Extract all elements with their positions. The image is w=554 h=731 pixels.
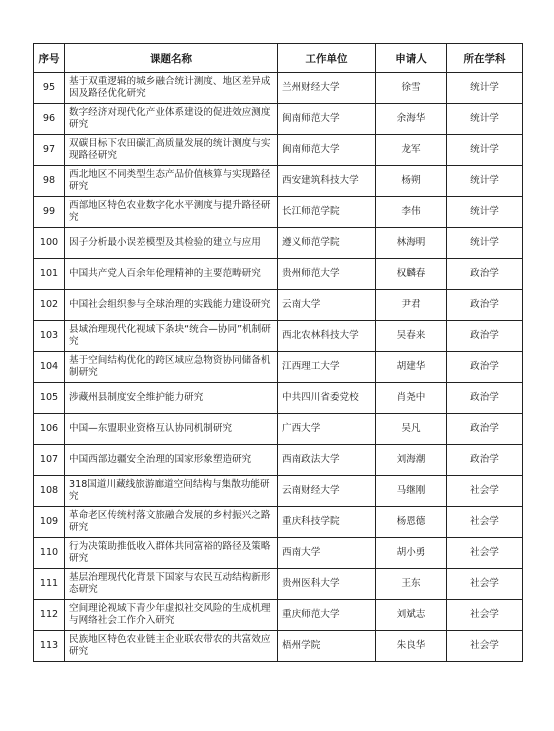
table-row [34, 290, 523, 321]
applicant-name: 林海明 [376, 228, 447, 259]
topic-name: 西北地区不同类型生态产品价值核算与实现路径研究 [65, 166, 278, 197]
table-row [34, 104, 523, 135]
work-unit: 贵州医科大学 [278, 569, 376, 600]
topic-name: 基于空间结构优化的跨区域应急物资协同储备机制研究 [65, 352, 278, 383]
work-unit: 西北农林科技大学 [278, 321, 376, 352]
subject-name: 政治学 [447, 290, 523, 321]
work-unit: 云南财经大学 [278, 476, 376, 507]
topic-name: 基于双重逻辑的城乡融合统计测度、地区差异成因及路径优化研究 [65, 73, 278, 104]
table-row [34, 631, 523, 662]
work-unit: 西南大学 [278, 538, 376, 569]
row-number: 101 [34, 259, 65, 290]
topic-name: 西部地区特色农业数字化水平测度与提升路径研究 [65, 197, 278, 228]
subject-name: 社会学 [447, 507, 523, 538]
table-row [34, 166, 523, 197]
table-row [34, 135, 523, 166]
header-number: 序号 [34, 44, 65, 73]
table-row [34, 197, 523, 228]
work-unit: 江西理工大学 [278, 352, 376, 383]
subject-name: 统计学 [447, 73, 523, 104]
subject-name: 统计学 [447, 135, 523, 166]
applicant-name: 龙军 [376, 135, 447, 166]
table-row [34, 476, 523, 507]
subject-name: 政治学 [447, 259, 523, 290]
subject-name: 政治学 [447, 414, 523, 445]
subject-name: 社会学 [447, 631, 523, 662]
work-unit: 梧州学院 [278, 631, 376, 662]
row-number: 96 [34, 104, 65, 135]
work-unit: 重庆科技学院 [278, 507, 376, 538]
table-row [34, 600, 523, 631]
table-row [34, 445, 523, 476]
topic-name: 数字经济对现代化产业体系建设的促进效应测度研究 [65, 104, 278, 135]
subject-name: 社会学 [447, 538, 523, 569]
table-row [34, 259, 523, 290]
topic-name: 行为决策助推低收入群体共同富裕的路径及策略研究 [65, 538, 278, 569]
work-unit: 长江师范学院 [278, 197, 376, 228]
table-row [34, 321, 523, 352]
row-number: 97 [34, 135, 65, 166]
topic-name: 基层治理现代化背景下国家与农民互动结构新形态研究 [65, 569, 278, 600]
applicant-name: 余海华 [376, 104, 447, 135]
applicant-name: 尹君 [376, 290, 447, 321]
subject-name: 社会学 [447, 600, 523, 631]
applicant-name: 胡小勇 [376, 538, 447, 569]
row-number: 112 [34, 600, 65, 631]
row-number: 98 [34, 166, 65, 197]
subject-name: 社会学 [447, 476, 523, 507]
applicant-name: 肖尧中 [376, 383, 447, 414]
applicant-name: 权麟春 [376, 259, 447, 290]
applicant-name: 吴凡 [376, 414, 447, 445]
row-number: 105 [34, 383, 65, 414]
work-unit: 重庆师范大学 [278, 600, 376, 631]
applicant-name: 杨恩德 [376, 507, 447, 538]
table-row [34, 538, 523, 569]
header-topic: 课题名称 [65, 44, 278, 73]
table-row [34, 228, 523, 259]
topic-name: 318国道川藏线旅游廊道空间结构与集散功能研究 [65, 476, 278, 507]
subject-name: 政治学 [447, 321, 523, 352]
work-unit: 闽南师范大学 [278, 104, 376, 135]
row-number: 104 [34, 352, 65, 383]
work-unit: 贵州师范大学 [278, 259, 376, 290]
header-applicant: 申请人 [376, 44, 447, 73]
topic-name: 空间理论视域下青少年虚拟社交风险的生成机理与网络社会工作介入研究 [65, 600, 278, 631]
subject-name: 统计学 [447, 228, 523, 259]
row-number: 102 [34, 290, 65, 321]
applicant-name: 杨朔 [376, 166, 447, 197]
topic-name: 涉藏州县制度安全维护能力研究 [65, 383, 278, 414]
work-unit: 云南大学 [278, 290, 376, 321]
work-unit: 闽南师范大学 [278, 135, 376, 166]
row-number: 107 [34, 445, 65, 476]
topic-name: 县域治理现代化视域下条块“统合—协同”机制研究 [65, 321, 278, 352]
project-table [33, 43, 523, 662]
header-row [34, 44, 523, 73]
row-number: 95 [34, 73, 65, 104]
applicant-name: 王东 [376, 569, 447, 600]
topic-name: 革命老区传统村落文旅融合发展的乡村振兴之路研究 [65, 507, 278, 538]
topic-name: 中国西部边疆安全治理的国家形象塑造研究 [65, 445, 278, 476]
row-number: 108 [34, 476, 65, 507]
work-unit: 遵义师范学院 [278, 228, 376, 259]
work-unit: 西安建筑科技大学 [278, 166, 376, 197]
table-row [34, 507, 523, 538]
work-unit: 兰州财经大学 [278, 73, 376, 104]
applicant-name: 朱良华 [376, 631, 447, 662]
subject-name: 政治学 [447, 352, 523, 383]
row-number: 106 [34, 414, 65, 445]
work-unit: 广西大学 [278, 414, 376, 445]
work-unit: 西南政法大学 [278, 445, 376, 476]
header-unit: 工作单位 [278, 44, 376, 73]
applicant-name: 刘斌志 [376, 600, 447, 631]
table-row [34, 352, 523, 383]
header-subject: 所在学科 [447, 44, 523, 73]
subject-name: 社会学 [447, 569, 523, 600]
row-number: 100 [34, 228, 65, 259]
topic-name: 中国—东盟职业资格互认协同机制研究 [65, 414, 278, 445]
topic-name: 民族地区特色农业链主企业联农带农的共富效应研究 [65, 631, 278, 662]
subject-name: 统计学 [447, 197, 523, 228]
row-number: 111 [34, 569, 65, 600]
subject-name: 统计学 [447, 104, 523, 135]
topic-name: 中国社会组织参与全球治理的实践能力建设研究 [65, 290, 278, 321]
row-number: 113 [34, 631, 65, 662]
applicant-name: 徐雪 [376, 73, 447, 104]
topic-name: 中国共产党人百余年伦理精神的主要范畴研究 [65, 259, 278, 290]
topic-name: 双碳目标下农田碳汇高质量发展的统计测度与实现路径研究 [65, 135, 278, 166]
row-number: 103 [34, 321, 65, 352]
table-row [34, 73, 523, 104]
applicant-name: 刘海潮 [376, 445, 447, 476]
table-row [34, 569, 523, 600]
applicant-name: 胡建华 [376, 352, 447, 383]
work-unit: 中共四川省委党校 [278, 383, 376, 414]
table-row [34, 383, 523, 414]
applicant-name: 吴春来 [376, 321, 447, 352]
applicant-name: 马继刚 [376, 476, 447, 507]
subject-name: 政治学 [447, 445, 523, 476]
subject-name: 政治学 [447, 383, 523, 414]
subject-name: 统计学 [447, 166, 523, 197]
topic-name: 因子分析最小误差模型及其检验的建立与应用 [65, 228, 278, 259]
applicant-name: 李伟 [376, 197, 447, 228]
row-number: 109 [34, 507, 65, 538]
row-number: 110 [34, 538, 65, 569]
row-number: 99 [34, 197, 65, 228]
table-row [34, 414, 523, 445]
